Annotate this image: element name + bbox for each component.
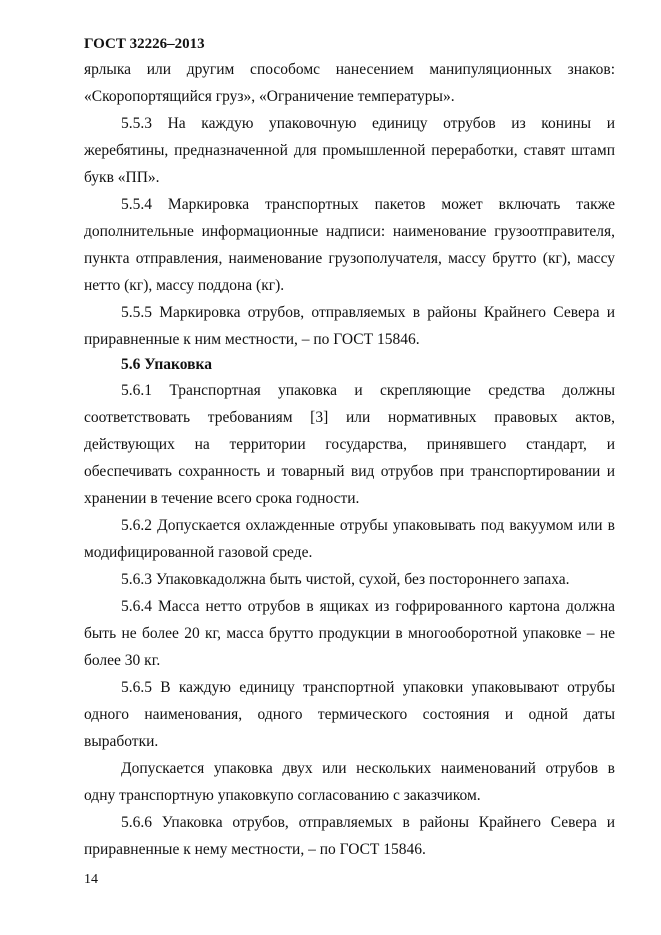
- text-line: дополнительные информационные надписи: наименование грузоотправителя,: [84, 223, 615, 240]
- text-line: 5.6.4 Масса нетто отрубов в ящиках из гофрированного картона должна: [121, 598, 615, 615]
- section-heading: 5.6 Упаковка: [121, 356, 212, 373]
- text-line: выработки.: [84, 733, 159, 750]
- page-number: 14: [84, 872, 98, 887]
- text-line: 5.5.5 Маркировка отрубов, отправляемых в районы Крайнего Севера и: [121, 304, 615, 321]
- text-line: 5.6.1 Транспортная упаковка и скрепляющие средства должны: [121, 382, 615, 399]
- text-line: одну транспортную упаковкупо согласованию с заказчиком.: [84, 787, 481, 804]
- text-line: приравненные к нему местности, – по ГОСТ 15846.: [84, 841, 426, 858]
- paragraph: [84, 809, 615, 863]
- text-line: нетто (кг), массу поддона (кг).: [84, 277, 285, 294]
- paragraph: [84, 566, 615, 593]
- document-body: [84, 56, 615, 863]
- text-line: модифицированной газовой среде.: [84, 544, 313, 561]
- text-line: быть не более 20 кг, масса брутто продукции в многооборотной упаковке – не: [84, 625, 615, 642]
- paragraph: [84, 110, 615, 191]
- paragraph: [84, 191, 615, 299]
- text-line: действующих на территории государства, принявшего стандарт, и: [84, 436, 615, 453]
- text-line: 5.6.3 Упаковкадолжна быть чистой, сухой, без постороннего запаха.: [121, 571, 570, 588]
- text-line: одного наименования, одного термического состояния и одной даты: [84, 706, 615, 723]
- text-line: «Скоропортящийся груз», «Ограничение температуры».: [84, 88, 455, 105]
- paragraph: [84, 56, 615, 110]
- text-line: жеребятины, предназначенной для промышленной переработки, ставят штамп: [84, 142, 615, 159]
- text-line: ярлыка или другим способомс нанесением манипуляционных знаков:: [84, 61, 615, 78]
- text-line: приравненные к ним местности, – по ГОСТ 15846.: [84, 331, 420, 348]
- text-line: обеспечивать сохранность и товарный вид отрубов при транспортировании и: [84, 463, 615, 480]
- paragraph: [84, 755, 615, 809]
- text-line: 5.6.2 Допускается охлажденные отрубы упаковывать под вакуумом или в: [121, 517, 615, 534]
- text-line: 5.6.6 Упаковка отрубов, отправляемых в районы Крайнего Севера и: [121, 814, 615, 831]
- text-line: букв «ПП».: [84, 169, 160, 186]
- text-line: 5.5.4 Маркировка транспортных пакетов может включать также: [121, 196, 615, 213]
- document-header: ГОСТ 32226–2013: [84, 36, 205, 52]
- text-line: соответствовать требованиям [3] или нормативных правовых актов,: [84, 409, 615, 426]
- paragraph: [84, 593, 615, 674]
- text-line: более 30 кг.: [84, 652, 161, 669]
- text-line: 5.6.5 В каждую единицу транспортной упаковки упаковывают отрубы: [121, 679, 615, 696]
- paragraph: [84, 377, 615, 512]
- paragraph: [84, 299, 615, 353]
- paragraph: [84, 674, 615, 755]
- paragraph: [84, 512, 615, 566]
- text-line: пункта отправления, наименование грузополучателя, массу брутто (кг), массу: [84, 250, 615, 267]
- text-line: хранении в течение всего срока годности.: [84, 490, 360, 507]
- text-line: Допускается упаковка двух или нескольких наименований отрубов в: [121, 760, 615, 777]
- text-line: 5.5.3 На каждую упаковочную единицу отрубов из конины и: [121, 115, 615, 132]
